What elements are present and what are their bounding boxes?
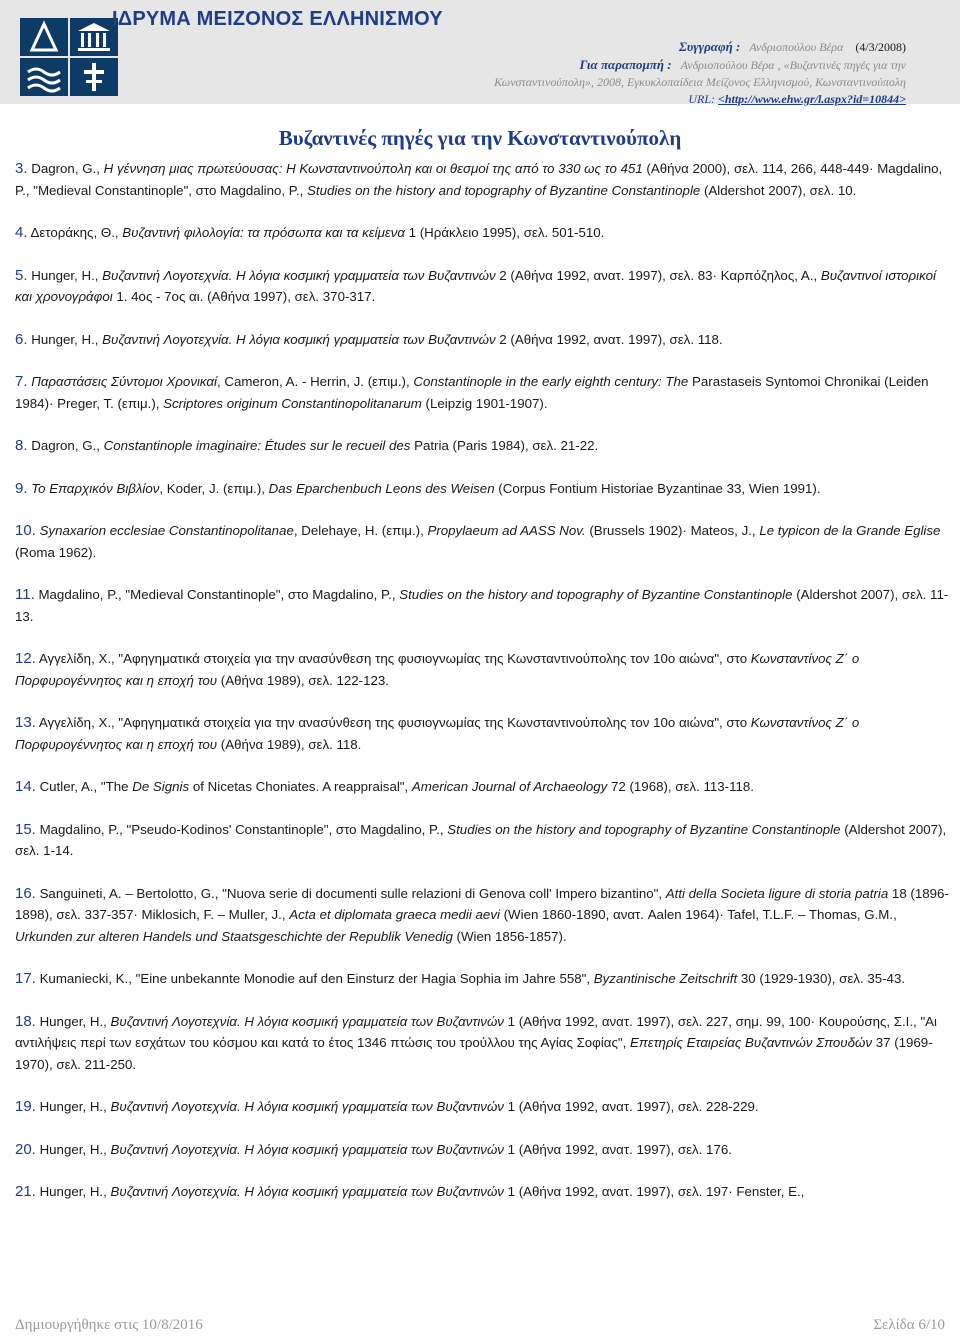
reference-title: Studies on the history and topography of Byzantine Constantinople — [447, 821, 841, 837]
reference-number: 10. — [15, 522, 36, 539]
reference-number: 11. — [15, 586, 35, 603]
reference-title: Κωνσταντίνος Ζ΄ ο Πορφυρογέννητος και η εποχή του — [15, 651, 860, 688]
reference-item — [15, 1096, 955, 1118]
reference-text: Δετοράκης, Θ., — [30, 225, 123, 240]
reference-number: 16. — [15, 884, 36, 902]
reference-text: Cutler, A., "The — [39, 779, 133, 794]
reference-text: 30 (1929-1930), σελ. 35-43. — [737, 971, 906, 986]
reference-item — [15, 1139, 955, 1161]
reference-item — [15, 1011, 955, 1076]
reference-title: Βυζαντινή φιλολογία: τα πρόσωπα και τα κείμενα — [122, 225, 405, 240]
reference-number: 4. — [15, 224, 28, 241]
reference-item — [15, 883, 955, 948]
reference-title: Το Επαρχικόν Βιβλίον — [31, 480, 160, 496]
reference-text: 1 (Αθήνα 1992, ανατ. 1997), σελ. 176. — [503, 1141, 732, 1157]
reference-title: Βυζαντινή Λογοτεχνία. Η λόγια κοσμική γραμματεία των Βυζαντινών — [102, 331, 496, 347]
author-line — [466, 38, 906, 56]
reference-text: Hunger, H., — [31, 331, 103, 347]
footer-page-number: Σελίδα 6/10 — [873, 1317, 945, 1333]
page-header — [0, 0, 960, 104]
reference-number: 21. — [15, 1183, 36, 1200]
reference-title: Acta et diplomata graeca medii aevi — [289, 907, 500, 922]
cite-value-2: Κωνσταντινούπολη», 2008, Εγκυκλοπαίδεια Μείζονος Ελληνισμού, Κωνσταντινούπολη — [494, 75, 906, 89]
reference-number: 8. — [15, 437, 28, 454]
reference-text: (Wien 1856-1857). — [452, 928, 567, 944]
reference-title: Βυζαντινή Λογοτεχνία. Η λόγια κοσμική γραμματεία των Βυζαντινών — [110, 1184, 504, 1199]
reference-text: (Aldershot 2007), σελ. 10. — [700, 182, 857, 198]
reference-item — [15, 584, 955, 627]
reference-text: 2 (Αθήνα 1992, ανατ. 1997), σελ. 83· Καρπόζηλος, Α., — [495, 267, 821, 283]
reference-number: 19. — [15, 1098, 36, 1115]
reference-number: 17. — [15, 970, 36, 987]
cite-line — [466, 56, 906, 74]
reference-title: Βυζαντινή Λογοτεχνία. Η λόγια κοσμική γραμματεία των Βυζαντινών — [110, 1013, 504, 1029]
reference-title: Scriptores originum Constantinopolitanarum — [163, 395, 422, 411]
reference-title: Παραστάσεις Σύντομοι Χρονικαί — [31, 374, 217, 389]
reference-text: (Wien 1860-1890, ανατ. Aalen 1964)· Tafel, T.L.F. – Thomas, G.M., — [499, 907, 897, 922]
reference-number: 6. — [15, 330, 28, 348]
reference-item — [15, 1181, 955, 1203]
reference-title: Byzantinische Zeitschrift — [593, 971, 738, 986]
logo-tile-alpha — [20, 18, 68, 56]
reference-title: Studies on the history and topography of Byzantine Constantinople — [307, 182, 701, 198]
reference-text: 1 (Ηράκλειο 1995), σελ. 501-510. — [404, 225, 605, 240]
reference-title: Le typicon de la Grande Eglise — [759, 523, 941, 538]
reference-text: (Aldershot 2007), σελ. 1-14. — [15, 821, 947, 858]
reference-title: Constantinople in the early eighth century: The — [413, 374, 689, 389]
cite-line-2 — [466, 74, 906, 91]
reference-item — [15, 265, 955, 308]
reference-text: (Corpus Fontium Historiae Byzantinae 33, Wien 1991). — [494, 480, 821, 496]
reference-text: Dagron, G., — [31, 161, 104, 176]
reference-text: 37 (1969-1970), σελ. 211-250. — [15, 1035, 933, 1072]
reference-item — [15, 776, 955, 798]
reference-list — [15, 158, 955, 1224]
reference-item — [15, 712, 955, 755]
logo-tile-waves — [20, 58, 68, 96]
reference-title: Βυζαντινή Λογοτεχνία. Η λόγια κοσμική γραμματεία των Βυζαντινών — [110, 1099, 504, 1114]
reference-number: 13. — [15, 714, 36, 731]
cite-label: Για παραπομπή : — [579, 57, 672, 72]
reference-number: 18. — [15, 1012, 36, 1030]
author-label: Συγγραφή : — [678, 39, 741, 54]
reference-text: Kumaniecki, K., "Eine unbekannte Monodie auf den Einsturz der Hagia Sophia im Jahre 558", — [39, 971, 594, 986]
reference-title: Κωνσταντίνος Ζ΄ ο Πορφυρογέννητος και η εποχή του — [15, 715, 860, 752]
footer-created-date: Δημιουργήθηκε στις 10/8/2016 — [15, 1317, 203, 1333]
reference-text: Hunger, H., — [39, 1013, 111, 1029]
reference-text: 1 (Αθήνα 1992, ανατ. 1997), σελ. 227, σημ. 99, 100· Κουρούσης, Σ.Ι., "Αι αντιλήψεις περί των εσχάτων του κόσμου και κατά το έτος 1346 πτώσις του τρούλλου της Αγίας Σοφίας", — [15, 1013, 938, 1050]
reference-text: Dagron, G., — [31, 438, 104, 453]
reference-title: Urkunden zur alteren Handels und Staatsgeschichte der Republik Venedig — [15, 928, 453, 944]
reference-text: 1. 4ος - 7ος αι. (Αθήνα 1997), σελ. 370-317. — [112, 289, 376, 304]
reference-title: Atti della Societa ligure di storia patria — [665, 885, 889, 901]
reference-item — [15, 819, 955, 862]
reference-number: 12. — [15, 650, 36, 667]
publication-date: (4/3/2008) — [855, 40, 906, 54]
reference-title: Studies on the history and topography of Byzantine Constantinople — [399, 587, 793, 602]
reference-text: (Aldershot 2007), σελ. 11-13. — [15, 587, 949, 624]
reference-title: Επετηρίς Εταιρείας Βυζαντινών Σπουδών — [629, 1035, 873, 1050]
page-title: Βυζαντινές πηγές για την Κωνσταντινούπολη — [278, 126, 682, 150]
citation-url-link[interactable]: <http://www.ehw.gr/l.aspx?id=10844> — [718, 92, 906, 106]
reference-number: 15. — [15, 820, 36, 838]
reference-number: 7. — [15, 373, 28, 390]
organization-title: ΙΔΡΥΜΑ ΜΕΙΖΟΝΟΣ ΕΛΛΗΝΙΣΜΟΥ — [112, 8, 443, 30]
reference-title: Synaxarion ecclesiae Constantinopolitanae — [39, 523, 294, 538]
reference-text: Hunger, H., — [39, 1184, 111, 1199]
reference-text: Patria (Paris 1984), σελ. 21-22. — [410, 438, 599, 453]
cite-value: Ανδριοπούλου Βέρα , «Βυζαντινές πηγές για την — [680, 58, 906, 72]
author-value: Ανδριοπούλου Βέρα — [749, 40, 844, 54]
reference-text: Αγγελίδη, Χ., "Αφηγηματικά στοιχεία για την ανασύνθεση της φυσιογνωμίας της Κωνσταντινούπολης τον 10ο αιώνα", στο — [38, 715, 751, 730]
url-line — [466, 91, 906, 108]
reference-text: Magdalino, P., "Pseudo-Kodinos' Constantinople", στο Magdalino, P., — [39, 821, 448, 837]
reference-text: of Nicetas Choniates. A reappraisal", — [189, 779, 412, 794]
reference-text: Magdalino, P., "Medieval Constantinople", στο Magdalino, P., — [38, 587, 400, 602]
reference-text: (Leipzig 1901-1907). — [421, 395, 548, 411]
reference-item — [15, 520, 955, 563]
reference-title: Η γέννηση μιας πρωτεύουσας: Η Κωνσταντινούπολη και οι θεσμοί της από το 330 ως το 451 — [103, 161, 643, 176]
reference-text: 18 (1896-1898), σελ. 337-357· Miklosich, F. – Muller, J., — [15, 885, 949, 922]
reference-text: (Αθήνα 2000), σελ. 114, 266, 448-449· Magdalino, P., "Medieval Constantinople", στο Magdalino, P., — [15, 161, 943, 198]
reference-item — [15, 435, 955, 457]
reference-title: Βυζαντινή Λογοτεχνία. Η λόγια κοσμική γραμματεία των Βυζαντινών — [110, 1141, 504, 1157]
reference-text: (Brussels 1902)· Mateos, J., — [585, 523, 760, 538]
reference-title: Constantinople imaginaire: Études sur le recueil des — [103, 438, 411, 453]
reference-text: (Αθήνα 1989), σελ. 118. — [217, 736, 362, 752]
reference-text: , Delehaye, H. (επιμ.), — [293, 523, 428, 538]
reference-number: 9. — [15, 479, 28, 497]
reference-item — [15, 968, 955, 990]
reference-item — [15, 648, 955, 691]
reference-item — [15, 158, 955, 201]
reference-item — [15, 222, 955, 244]
reference-text: , Koder, J. (επιμ.), — [159, 480, 269, 496]
reference-item — [15, 329, 955, 351]
reference-text: Parastaseis Syntomoi Chronikai (Leiden 1984)· Preger, T. (επιμ.), — [15, 374, 929, 411]
reference-text: 72 (1968), σελ. 113-118. — [607, 779, 754, 794]
reference-text: Hunger, H., — [31, 267, 103, 283]
reference-text: (Roma 1962). — [15, 544, 97, 560]
reference-text: Αγγελίδη, Χ., "Αφηγηματικά στοιχεία για την ανασύνθεση της φυσιογνωμίας της Κωνσταντινούπολης τον 10ο αιώνα", στο — [38, 651, 751, 666]
foundation-logo — [20, 18, 120, 96]
reference-text: Hunger, H., — [39, 1141, 111, 1157]
reference-text: (Αθήνα 1989), σελ. 122-123. — [217, 672, 389, 688]
reference-number: 20. — [15, 1140, 36, 1158]
reference-title: Βυζαντινοί ιστορικοί και χρονογράφοι — [15, 267, 936, 304]
url-label: URL: — [688, 92, 715, 106]
reference-number: 5. — [15, 266, 28, 284]
reference-text: 1 (Αθήνα 1992, ανατ. 1997), σελ. 197· Fenster, E., — [503, 1184, 805, 1199]
reference-title: American Journal of Archaeology — [411, 779, 608, 794]
reference-title: Propylaeum ad AASS Nov. — [427, 523, 586, 538]
reference-title: Βυζαντινή Λογοτεχνία. Η λόγια κοσμική γραμματεία των Βυζαντινών — [102, 267, 496, 283]
logo-tile-cross — [70, 58, 118, 96]
logo-tile-temple — [70, 18, 118, 56]
reference-text: Hunger, H., — [39, 1099, 111, 1114]
reference-text: , Cameron, A. - Herrin, J. (επιμ.), — [216, 374, 414, 389]
citation-box — [466, 38, 906, 108]
reference-item — [15, 478, 955, 500]
reference-item — [15, 371, 955, 414]
reference-text: 1 (Αθήνα 1992, ανατ. 1997), σελ. 228-229. — [503, 1099, 759, 1114]
reference-number: 14. — [15, 778, 36, 795]
reference-number: 3. — [15, 160, 28, 177]
reference-title: Das Eparchenbuch Leons des Weisen — [268, 480, 495, 496]
reference-text: Sanguineti, A. – Bertolotto, G., "Nuova serie di documenti sulle relazioni di Genova coll' Impero bizantino", — [39, 885, 666, 901]
reference-title: De Signis — [132, 779, 190, 794]
reference-text: 2 (Αθήνα 1992, ανατ. 1997), σελ. 118. — [495, 331, 723, 347]
